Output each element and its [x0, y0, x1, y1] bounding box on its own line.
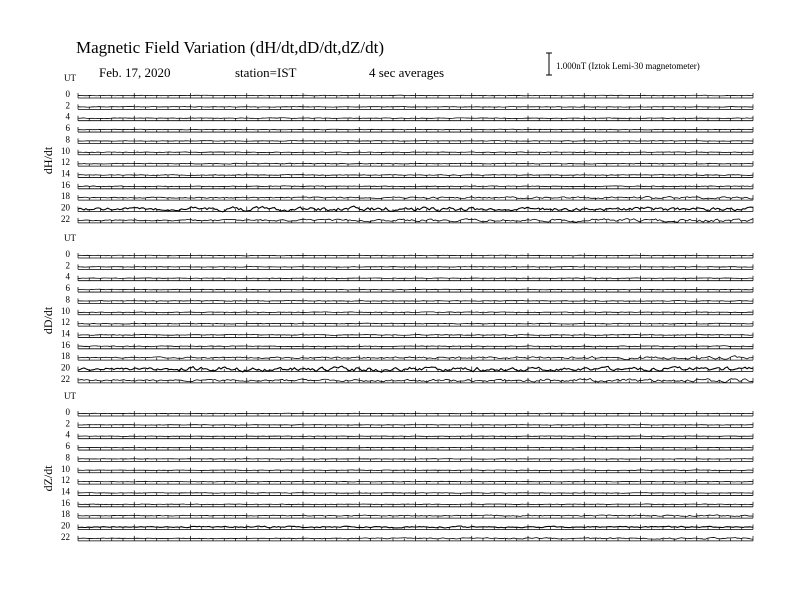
hour-label: 22 [61, 213, 70, 224]
variation-trace [78, 129, 753, 130]
hour-label: 18 [61, 509, 70, 520]
variation-trace [78, 413, 753, 414]
scale-bar-label: 1.000nT (Iztok Lemi-30 magnetometer) [556, 61, 700, 71]
variation-trace [78, 470, 753, 471]
hour-label: 10 [61, 305, 70, 316]
variation-trace [78, 436, 753, 437]
hour-label: 4 [65, 111, 70, 122]
trace-row [61, 475, 753, 485]
ut-axis-label: UT [64, 233, 76, 243]
trace-row [66, 294, 754, 304]
trace-row [66, 272, 754, 282]
scale-bar [546, 53, 552, 75]
variation-trace [78, 152, 753, 153]
hour-label: 4 [65, 429, 70, 440]
panel-dhdt [41, 73, 753, 224]
trace-row [66, 89, 754, 99]
trace-row [66, 112, 754, 122]
hour-label: 14 [61, 328, 70, 339]
component-label: dH/dt [41, 146, 55, 175]
hour-label: 12 [61, 475, 70, 486]
trace-row [61, 340, 753, 350]
trace-row [61, 521, 753, 531]
trace-row [66, 452, 754, 462]
hour-label: 20 [61, 520, 70, 531]
hour-label: 16 [61, 179, 70, 190]
hour-label: 18 [61, 191, 70, 202]
hour-label: 12 [61, 157, 70, 168]
hour-label: 8 [65, 134, 70, 145]
panel-dzdt [41, 391, 753, 542]
trace-row [61, 351, 753, 361]
date-label: Feb. 17, 2020 [99, 65, 171, 80]
hour-label: 0 [65, 407, 70, 417]
chart-title: Magnetic Field Variation (dH/dt,dD/dt,dZ/dt) [76, 38, 385, 57]
hour-label: 6 [65, 283, 70, 294]
trace-row [61, 168, 753, 178]
hour-label: 2 [65, 100, 70, 111]
trace-row [66, 430, 754, 440]
trace-row [66, 407, 754, 417]
trace-row [61, 374, 753, 384]
variation-trace [78, 267, 753, 268]
hour-label: 8 [65, 294, 70, 305]
trace-row [61, 191, 753, 201]
hour-label: 4 [65, 271, 70, 282]
trace-row [61, 509, 753, 519]
hour-label: 20 [61, 362, 70, 373]
component-label: dZ/dt [41, 465, 55, 492]
hour-label: 16 [61, 497, 70, 508]
trace-row [66, 249, 754, 259]
hour-label: 10 [61, 463, 70, 474]
trace-row [66, 100, 754, 110]
trace-row [66, 260, 754, 270]
variation-trace [78, 481, 753, 482]
hour-label: 8 [65, 452, 70, 463]
trace-row [61, 328, 753, 338]
hour-label: 14 [61, 486, 70, 497]
variation-trace [78, 95, 753, 96]
hour-label: 22 [61, 373, 70, 384]
hour-label: 6 [65, 123, 70, 134]
averaging-label: 4 sec averages [369, 65, 445, 80]
trace-row [61, 157, 753, 167]
ut-axis-label: UT [64, 391, 76, 401]
trace-row [66, 441, 754, 451]
trace-row [66, 123, 754, 133]
component-label: dD/dt [41, 306, 55, 335]
trace-row [61, 146, 753, 156]
hour-label: 22 [61, 531, 70, 542]
hour-label: 10 [61, 145, 70, 156]
variation-trace [78, 447, 753, 448]
ut-axis-label: UT [64, 73, 76, 83]
variation-trace [78, 289, 753, 290]
trace-row [61, 363, 753, 373]
trace-row [61, 498, 753, 508]
trace-row [61, 486, 753, 496]
hour-label: 16 [61, 339, 70, 350]
variation-trace [78, 493, 753, 494]
trace-row [61, 532, 753, 542]
hour-label: 0 [65, 89, 70, 99]
panel-dddt [41, 233, 753, 384]
hour-label: 0 [65, 249, 70, 259]
hour-label: 14 [61, 168, 70, 179]
trace-row [66, 418, 754, 428]
station-label: station=IST [235, 65, 297, 80]
hour-label: 2 [65, 418, 70, 429]
hour-label: 12 [61, 317, 70, 328]
trace-row [66, 134, 754, 144]
hour-label: 20 [61, 202, 70, 213]
variation-trace [78, 323, 753, 324]
variation-trace [78, 107, 753, 108]
hour-label: 2 [65, 260, 70, 271]
trace-row [61, 203, 753, 213]
variation-trace [78, 425, 753, 426]
trace-row [61, 214, 753, 224]
trace-row [66, 283, 754, 293]
trace-row [61, 317, 753, 327]
trace-row [61, 306, 753, 316]
hour-label: 6 [65, 441, 70, 452]
trace-row [61, 180, 753, 190]
trace-row [61, 464, 753, 474]
hour-label: 18 [61, 351, 70, 362]
